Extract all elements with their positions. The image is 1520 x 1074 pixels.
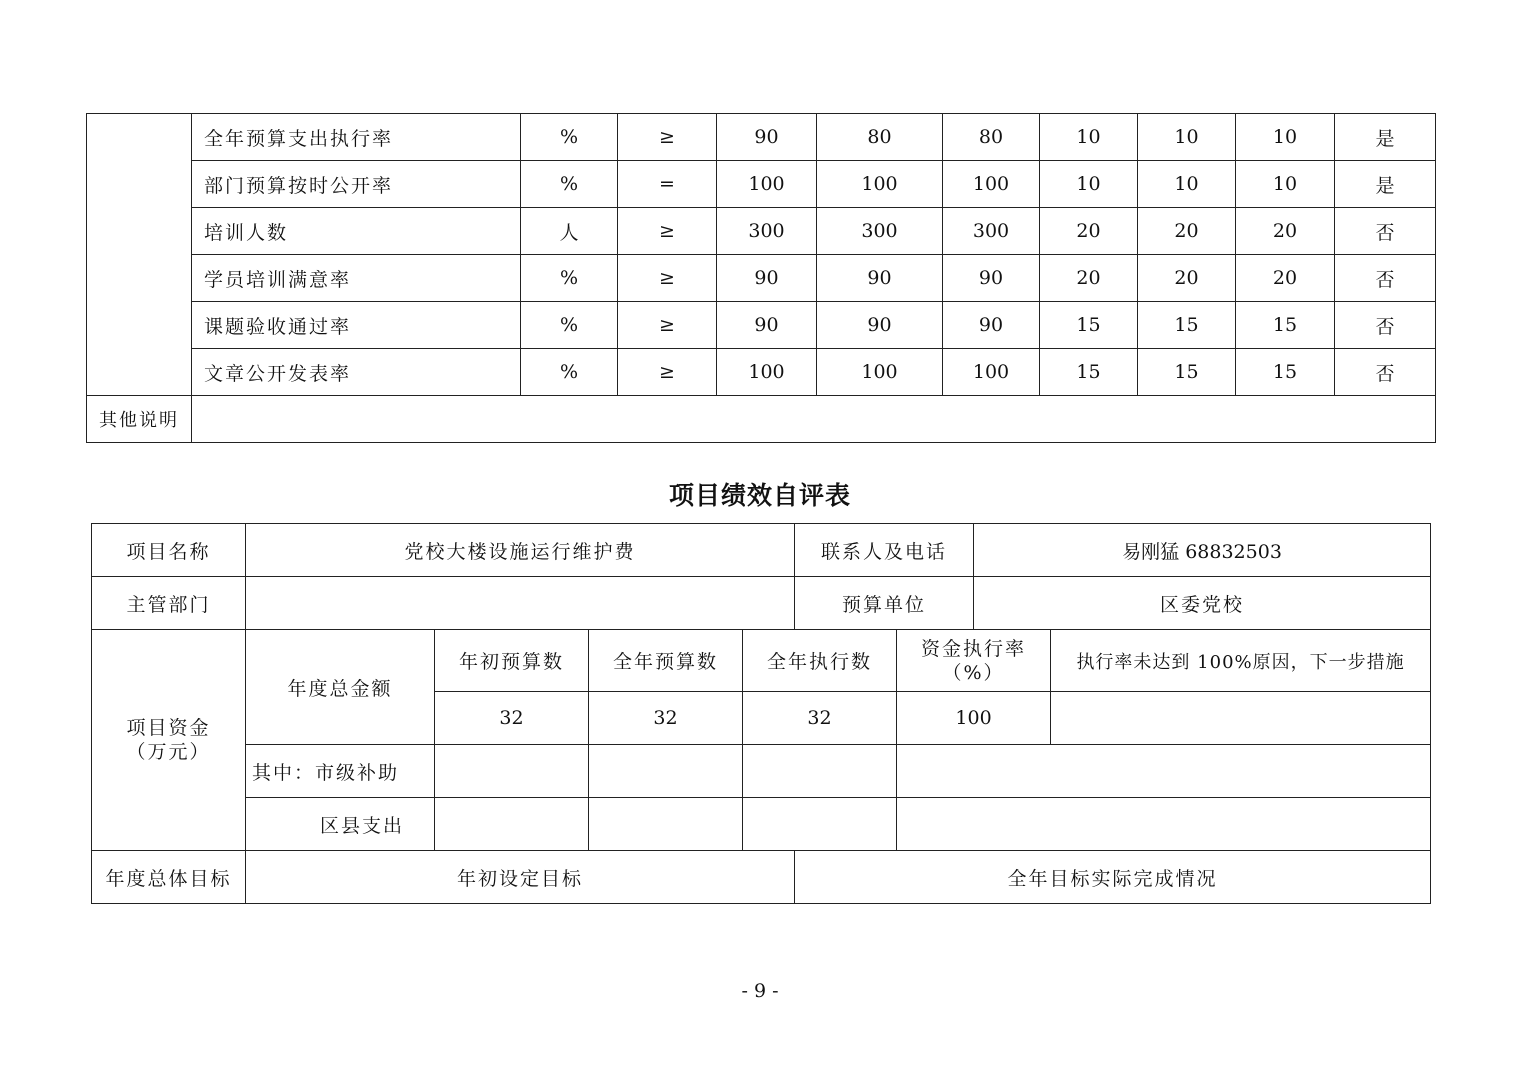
indicator-v3: 100 bbox=[943, 161, 1040, 208]
indicator-row bbox=[87, 161, 1436, 208]
indicator-v4: 10 bbox=[1040, 161, 1138, 208]
indicator-v5: 15 bbox=[1138, 302, 1236, 349]
indicator-v4: 10 bbox=[1040, 114, 1138, 161]
indicator-op: ≥ bbox=[618, 349, 717, 396]
project-table bbox=[91, 523, 1431, 904]
other-notes-value bbox=[192, 396, 1436, 443]
val-reason bbox=[1051, 692, 1431, 745]
indicator-unit: % bbox=[521, 302, 618, 349]
indicator-v5: 20 bbox=[1138, 208, 1236, 255]
indicator-v3: 100 bbox=[943, 349, 1040, 396]
project-name-row bbox=[92, 524, 1431, 577]
indicator-v2: 90 bbox=[817, 255, 943, 302]
indicator-name: 全年预算支出执行率 bbox=[192, 114, 521, 161]
val-annual-budget: 32 bbox=[589, 692, 743, 745]
col-initial-budget: 年初预算数 bbox=[435, 630, 589, 692]
indicator-v1: 100 bbox=[717, 349, 817, 396]
indicator-v2: 90 bbox=[817, 302, 943, 349]
col-exec-rate bbox=[897, 630, 1051, 692]
indicator-op: = bbox=[618, 161, 717, 208]
indicator-v6: 15 bbox=[1236, 349, 1335, 396]
indicator-table bbox=[86, 113, 1436, 443]
indicator-flag: 否 bbox=[1335, 255, 1436, 302]
dept-value bbox=[246, 577, 795, 630]
indicator-flag: 是 bbox=[1335, 114, 1436, 161]
city-subsidy-rest bbox=[897, 745, 1431, 798]
indicator-v1: 90 bbox=[717, 302, 817, 349]
indicator-op: ≥ bbox=[618, 302, 717, 349]
city-subsidy-row bbox=[92, 745, 1431, 798]
indicator-unit: 人 bbox=[521, 208, 618, 255]
indicator-name: 部门预算按时公开率 bbox=[192, 161, 521, 208]
indicator-row bbox=[87, 349, 1436, 396]
indicator-flag: 否 bbox=[1335, 208, 1436, 255]
indicator-name: 课题验收通过率 bbox=[192, 302, 521, 349]
indicator-v6: 10 bbox=[1236, 161, 1335, 208]
indicator-name: 文章公开发表率 bbox=[192, 349, 521, 396]
indicator-v6: 20 bbox=[1236, 255, 1335, 302]
indicator-v2: 100 bbox=[817, 349, 943, 396]
funds-label bbox=[92, 630, 246, 851]
indicator-v5: 20 bbox=[1138, 255, 1236, 302]
district-label: 区县支出 bbox=[246, 798, 435, 851]
indicator-name: 培训人数 bbox=[192, 208, 521, 255]
funds-label-text: 项目资金 bbox=[126, 717, 211, 739]
indicator-v6: 20 bbox=[1236, 208, 1335, 255]
other-notes-label: 其他说明 bbox=[87, 396, 192, 443]
project-name-label: 项目名称 bbox=[92, 524, 246, 577]
indicator-v2: 300 bbox=[817, 208, 943, 255]
val-annual-exec: 32 bbox=[743, 692, 897, 745]
dept-row bbox=[92, 577, 1431, 630]
col-annual-budget: 全年预算数 bbox=[589, 630, 743, 692]
contact-label: 联系人及电话 bbox=[795, 524, 974, 577]
val-exec-rate: 100 bbox=[897, 692, 1051, 745]
indicator-v3: 90 bbox=[943, 255, 1040, 302]
indicator-v5: 10 bbox=[1138, 114, 1236, 161]
city-subsidy-initial bbox=[435, 745, 589, 798]
indicator-v1: 300 bbox=[717, 208, 817, 255]
indicator-row bbox=[87, 114, 1436, 161]
indicator-flag: 否 bbox=[1335, 349, 1436, 396]
val-initial-budget: 32 bbox=[435, 692, 589, 745]
annual-total-label: 年度总金额 bbox=[246, 630, 435, 745]
indicator-unit: % bbox=[521, 114, 618, 161]
project-name-value: 党校大楼设施运行维护费 bbox=[246, 524, 795, 577]
budget-unit-label: 预算单位 bbox=[795, 577, 974, 630]
indicator-v5: 15 bbox=[1138, 349, 1236, 396]
indicator-v1: 100 bbox=[717, 161, 817, 208]
page-number: - 9 - bbox=[741, 980, 779, 1002]
col-exec-rate-line2: （%） bbox=[942, 661, 1005, 684]
contact-value: 易刚猛 68832503 bbox=[974, 524, 1431, 577]
indicator-v6: 15 bbox=[1236, 302, 1335, 349]
col-annual-exec: 全年执行数 bbox=[743, 630, 897, 692]
other-notes-row bbox=[87, 396, 1436, 443]
city-subsidy-annual bbox=[589, 745, 743, 798]
indicator-v3: 90 bbox=[943, 302, 1040, 349]
goal-row bbox=[92, 851, 1431, 904]
indicator-v4: 15 bbox=[1040, 302, 1138, 349]
indicator-v1: 90 bbox=[717, 255, 817, 302]
district-rest bbox=[897, 798, 1431, 851]
indicator-v3: 300 bbox=[943, 208, 1040, 255]
indicator-flag: 是 bbox=[1335, 161, 1436, 208]
col-exec-rate-line1: 资金执行率 bbox=[921, 637, 1027, 660]
district-annual bbox=[589, 798, 743, 851]
table-title: 项目绩效自评表 bbox=[668, 481, 851, 510]
funds-unit-text: （万元） bbox=[126, 741, 211, 763]
indicator-op: ≥ bbox=[618, 255, 717, 302]
indicator-row bbox=[87, 302, 1436, 349]
indicator-row bbox=[87, 208, 1436, 255]
city-subsidy-exec bbox=[743, 745, 897, 798]
indicator-v1: 90 bbox=[717, 114, 817, 161]
indicator-unit: % bbox=[521, 255, 618, 302]
category-cell bbox=[87, 114, 192, 396]
col-reason: 执行率未达到 100%原因，下一步措施 bbox=[1051, 630, 1431, 692]
indicator-v2: 100 bbox=[817, 161, 943, 208]
indicator-name: 学员培训满意率 bbox=[192, 255, 521, 302]
indicator-flag: 否 bbox=[1335, 302, 1436, 349]
city-subsidy-label: 其中：市级补助 bbox=[246, 745, 435, 798]
dept-label: 主管部门 bbox=[92, 577, 246, 630]
indicator-v6: 10 bbox=[1236, 114, 1335, 161]
funds-header-row bbox=[92, 630, 1431, 692]
goal-initial: 年初设定目标 bbox=[246, 851, 795, 904]
budget-unit-value: 区委党校 bbox=[974, 577, 1431, 630]
district-row bbox=[92, 798, 1431, 851]
indicator-v5: 10 bbox=[1138, 161, 1236, 208]
indicator-op: ≥ bbox=[618, 208, 717, 255]
indicator-v4: 15 bbox=[1040, 349, 1138, 396]
indicator-v2: 80 bbox=[817, 114, 943, 161]
goal-actual: 全年目标实际完成情况 bbox=[795, 851, 1431, 904]
district-exec bbox=[743, 798, 897, 851]
goal-label: 年度总体目标 bbox=[92, 851, 246, 904]
indicator-row bbox=[87, 255, 1436, 302]
indicator-v3: 80 bbox=[943, 114, 1040, 161]
indicator-v4: 20 bbox=[1040, 255, 1138, 302]
indicator-v4: 20 bbox=[1040, 208, 1138, 255]
indicator-op: ≥ bbox=[618, 114, 717, 161]
indicator-unit: % bbox=[521, 349, 618, 396]
district-initial bbox=[435, 798, 589, 851]
indicator-unit: % bbox=[521, 161, 618, 208]
